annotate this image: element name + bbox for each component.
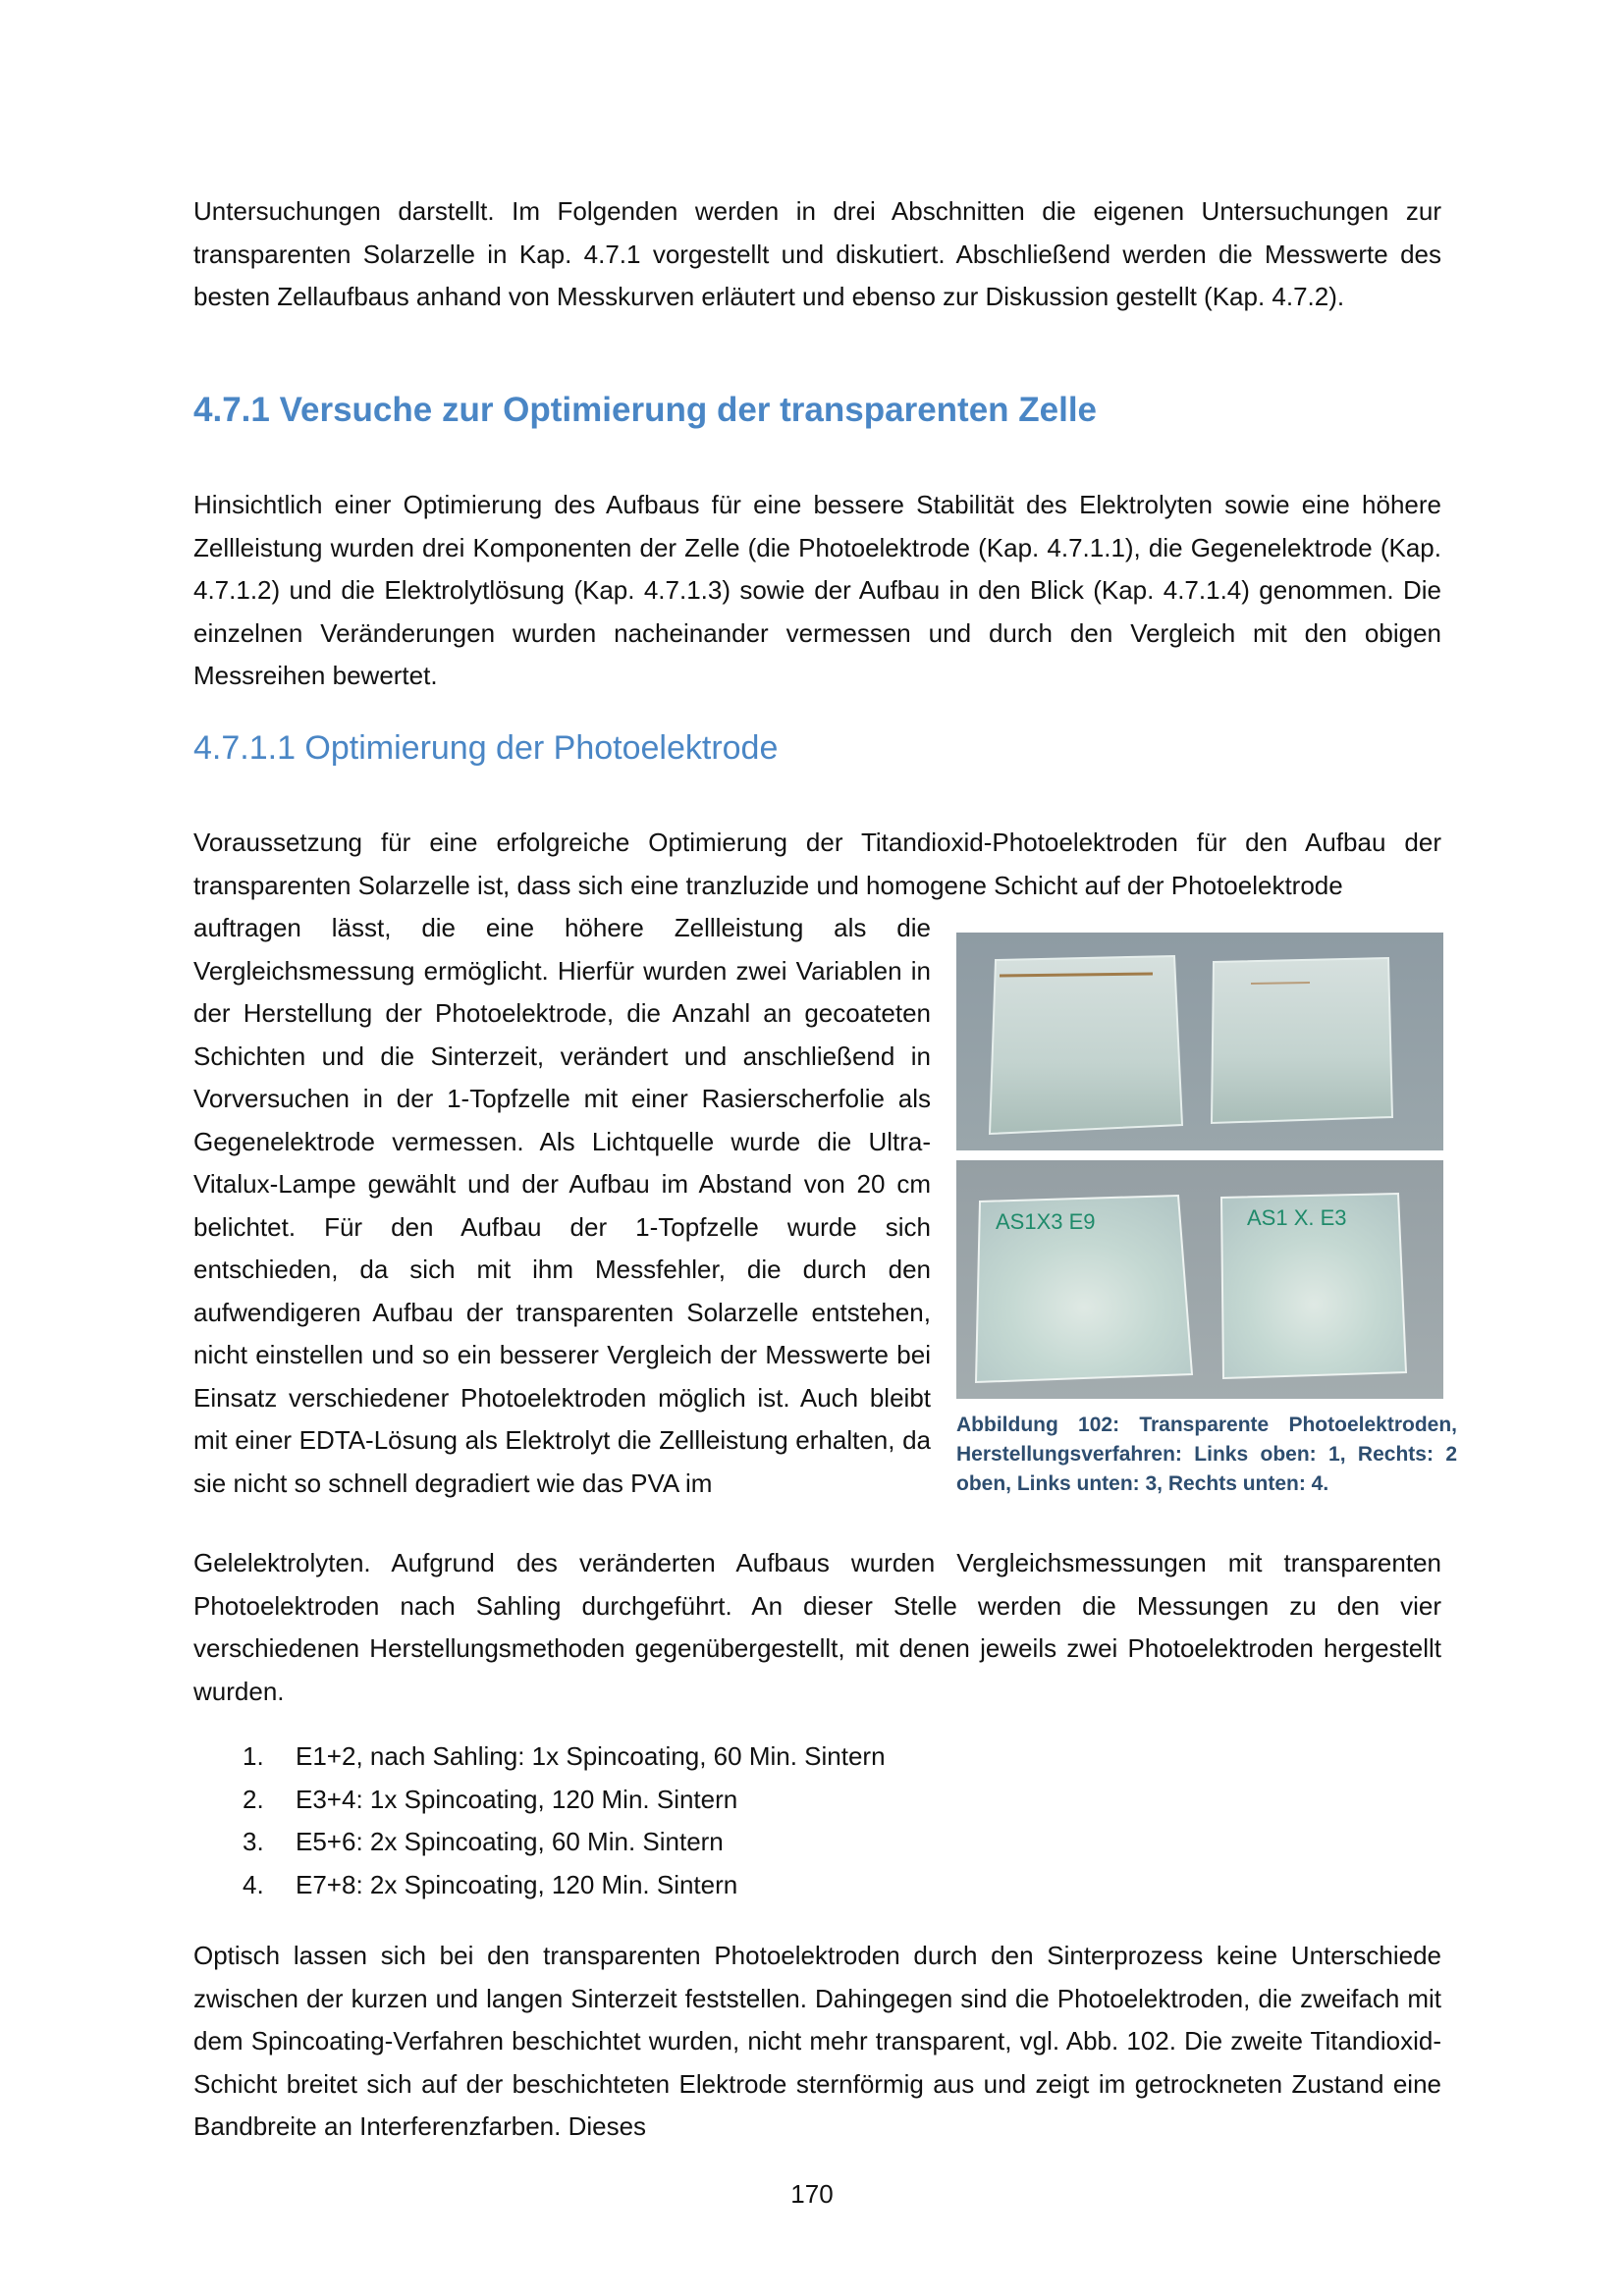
list-item-text: E7+8: 2x Spincoating, 120 Min. Sintern [296,1869,738,1899]
list-item-text: E1+2, nach Sahling: 1x Spincoating, 60 Min. Sintern [296,1741,886,1771]
electrode-label-right: AS1 X. E3 [1247,1205,1347,1230]
optimization-paragraph: Hinsichtlich einer Optimierung des Aufbaus für eine bessere Stabilität des Elektrolyten sowie eine höhere Zellleistung wurden drei Komponenten der Zelle (die Photoelektrode (Kap. 4.7.1.1), die Gegenelektrode (Kap. 4.7.1.2) und die Elektrolytlösung (Kap. 4.7.1.3) sowie der Aufbau in den Blick (Kap. 4.7.1.4) genommen. Die einzelnen Veränderungen wurden nacheinander vermessen und durch den Vergleich mit den obigen Messreihen bewertet. [193,490,1441,690]
production-methods-list [193,1735,886,1906]
list-item: 2. E3+4: 1x Spincoating, 120 Min. Sintern [243,1784,738,1814]
list-item: 4. E7+8: 2x Spincoating, 120 Min. Sintern [243,1869,738,1899]
page-number: 170 [790,2179,834,2209]
photo-bottom-electrodes [956,1160,1443,1399]
electrode-label-left: AS1X3 E9 [996,1209,1096,1234]
prerequisite-paragraph-start: Voraussetzung für eine erfolgreiche Optimierung der Titandioxid-Photoelektroden für den Aufbau der transparenten Solarzelle ist, dass sich eine tranzluzide und homogene Schicht auf der Photoelektrode [193,828,1441,900]
list-item: 3. E5+6: 2x Spincoating, 60 Min. Sintern [243,1827,724,1856]
figure-102 [956,933,1443,1399]
figure-caption: Abbildung 102: Transparente Photoelektroden, Herstellungsverfahren: Links oben: 1, Rechts: 2 oben, Links unten: 3, Rechts unten: 4. [956,1414,1457,1495]
list-item: 1. E1+2, nach Sahling: 1x Spincoating, 60 Min. Sintern [243,1741,886,1771]
list-item-text: E5+6: 2x Spincoating, 60 Min. Sintern [296,1827,724,1856]
prerequisite-paragraph-wrapped: auftragen lässt, die eine höhere Zellleistung als die Vergleichsmessung ermöglicht. Hierfür wurden zwei Variablen in der Herstellung der Photoelektrode, die Anzahl an gecoateten Schichten und die Sinterzeit, verändert und anschließend in Vorversuchen in der 1-Topfzelle mit einer Rasierscherfolie als Gegenelektrode vermessen. Als Lichtquelle wurde die Ultra-Vitalux-Lampe gewählt und der Aufbau im Abstand von 20 cm belichtet. Für den Aufbau der 1-Topfzelle wurde sich entschieden, da sich mit ihm Messfehler, die durch den aufwendigeren Aufbau der transparenten Solarzelle entstehen, nicht einstellen und so ein besserer Vergleich der Messwerte bei Einsatz verschiedener Photoelektroden möglich ist. Auch bleibt mit einer EDTA-Lösung als Elektrolyt die Zellleistung erhalten, da sie nicht so schnell degradiert wie das PVA im [193,913,931,1498]
photo-top-electrodes [956,933,1443,1150]
list-item-text: E3+4: 1x Spincoating, 120 Min. Sintern [296,1784,738,1814]
optical-paragraph: Optisch lassen sich bei den transparenten Photoelektroden durch den Sinterprozess keine Unterschiede zwischen der kurzen und langen Sinterzeit feststellen. Dahingegen sind die Photoelektroden, die zweifach mit dem Spincoating-Verfahren beschichtet wurden, nicht mehr transparent, vgl. Abb. 102. Die zweite Titandioxid-Schicht breitet sich auf der beschichteten Elektrode sternförmig aus und zeigt im getrockneten Zustand eine Bandbreite an Interferenzfarben. Dieses [193,1941,1441,2141]
section-heading-4-7-1: 4.7.1 Versuche zur Optimierung der transparenten Zelle [193,391,1098,429]
intro-paragraph: Untersuchungen darstellt. Im Folgenden werden in drei Abschnitten die eigenen Untersuchungen zur transparenten Solarzelle in Kap. 4.7.1 vorgestellt und diskutiert. Abschließend werden die Messwerte des besten Zellaufbaus anhand von Messkurven erläutert und ebenso zur Diskussion gestellt (Kap. 4.7.2). [193,196,1441,311]
prerequisite-paragraph-rest: Gelelektrolyten. Aufgrund des veränderten Aufbaus wurden Vergleichsmessungen mit transparenten Photoelektroden nach Sahling durchgeführt. An dieser Stelle werden die Messungen zu den vier verschiedenen Herstellungsmethoden gegenübergestellt, mit denen jeweils zwei Photoelektroden hergestellt wurden. [193,1548,1441,1706]
subsection-heading-4-7-1-1: 4.7.1.1 Optimierung der Photoelektrode [193,729,779,767]
